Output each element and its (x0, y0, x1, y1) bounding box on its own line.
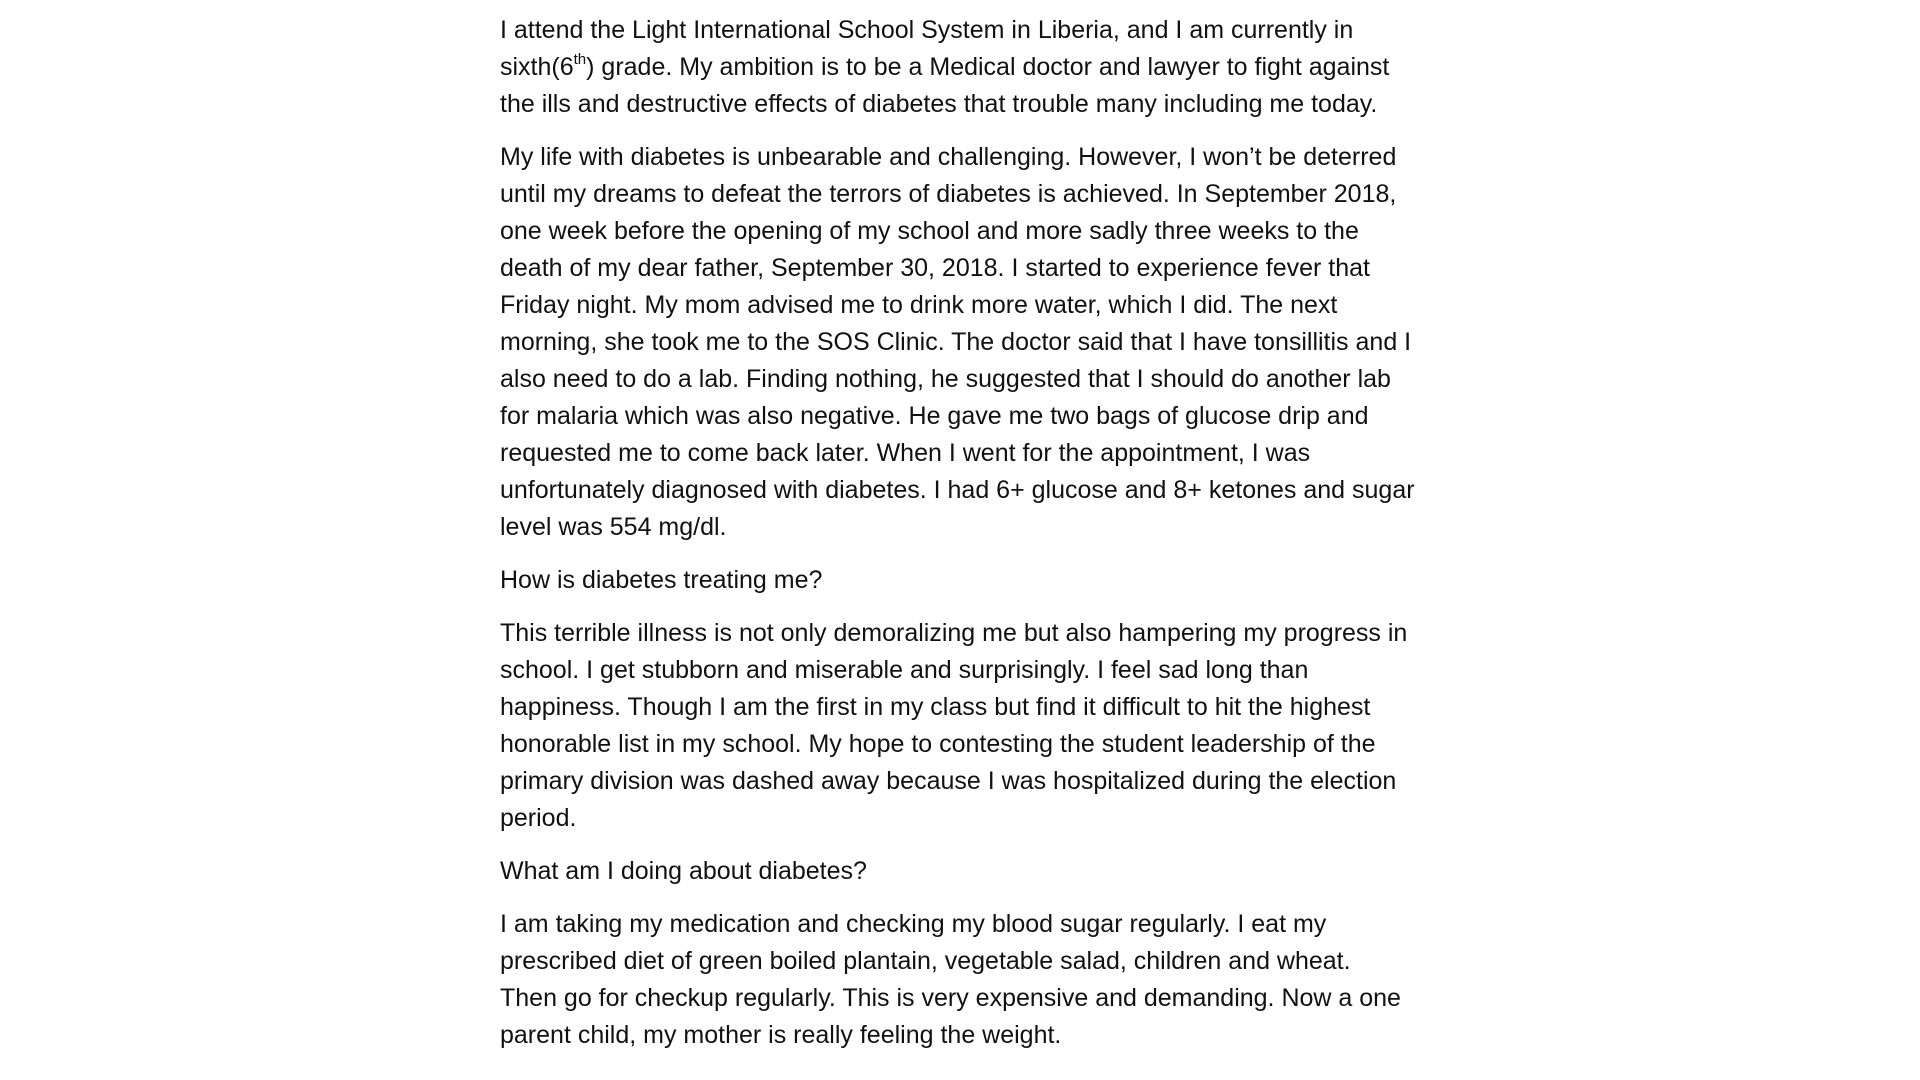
text-line: I am taking my medication and checking my blood sugar regularly. I eat my (500, 910, 1327, 938)
text-line: for malaria which was also negative. He gave me two bags of glucose drip and (500, 402, 1369, 430)
text-line: primary division was dashed away because I was hospitalized during the election (500, 767, 1397, 795)
text-line: until my dreams to defeat the terrors of diabetes is achieved. In September 2018, (500, 180, 1397, 208)
text-line: also need to do a lab. Finding nothing, he suggested that I should do another lab (500, 365, 1391, 393)
text-line (500, 49, 1440, 86)
text-line: school. I get stubborn and miserable and surprisingly. I feel sad long than (500, 656, 1309, 684)
text-line: This terrible illness is not only demoralizing me but also hampering my progress in (500, 619, 1408, 647)
text-line: level was 554 mg/dl. (500, 513, 727, 541)
text-line: Then go for checkup regularly. This is very expensive and demanding. Now a one (500, 984, 1401, 1012)
story-paragraph (500, 139, 1440, 546)
text-line: unfortunately diagnosed with diabetes. I had 6+ glucose and 8+ ketones and sugar (500, 476, 1415, 504)
intro-paragraph (500, 12, 1440, 123)
text-line: What am I doing about diabetes? (500, 857, 867, 885)
section-heading-doing (500, 853, 1440, 890)
text-line: My life with diabetes is unbearable and challenging. However, I won’t be deterred (500, 143, 1397, 171)
text-fragment: sixth(6 (500, 53, 574, 81)
impact-paragraph (500, 615, 1440, 837)
document-page (500, 12, 1440, 1070)
text-line: morning, she took me to the SOS Clinic. The doctor said that I have tonsillitis and I (500, 328, 1412, 356)
text-fragment: ) grade. My ambition is to be a Medical doctor and lawyer to fight against (586, 53, 1390, 81)
text-line: I attend the Light International School System in Liberia, and I am currently in (500, 16, 1354, 44)
text-line: prescribed diet of green boiled plantain, vegetable salad, children and wheat. (500, 947, 1351, 975)
text-line: period. (500, 804, 577, 832)
text-line: death of my dear father, September 30, 2018. I started to experience fever that (500, 254, 1370, 282)
text-line: requested me to come back later. When I went for the appointment, I was (500, 439, 1311, 467)
action-paragraph (500, 906, 1440, 1054)
section-heading-treating (500, 562, 1440, 599)
text-line: the ills and destructive effects of diabetes that trouble many including me today. (500, 90, 1378, 118)
text-line: one week before the opening of my school and more sadly three weeks to the (500, 217, 1359, 245)
text-line: How is diabetes treating me? (500, 566, 823, 594)
superscript: th (573, 50, 587, 68)
text-line: happiness. Though I am the first in my class but find it difficult to hit the highest (500, 693, 1371, 721)
text-line: parent child, my mother is really feeling the weight. (500, 1021, 1062, 1049)
text-line: Friday night. My mom advised me to drink more water, which I did. The next (500, 291, 1338, 319)
text-line: honorable list in my school. My hope to contesting the student leadership of the (500, 730, 1376, 758)
